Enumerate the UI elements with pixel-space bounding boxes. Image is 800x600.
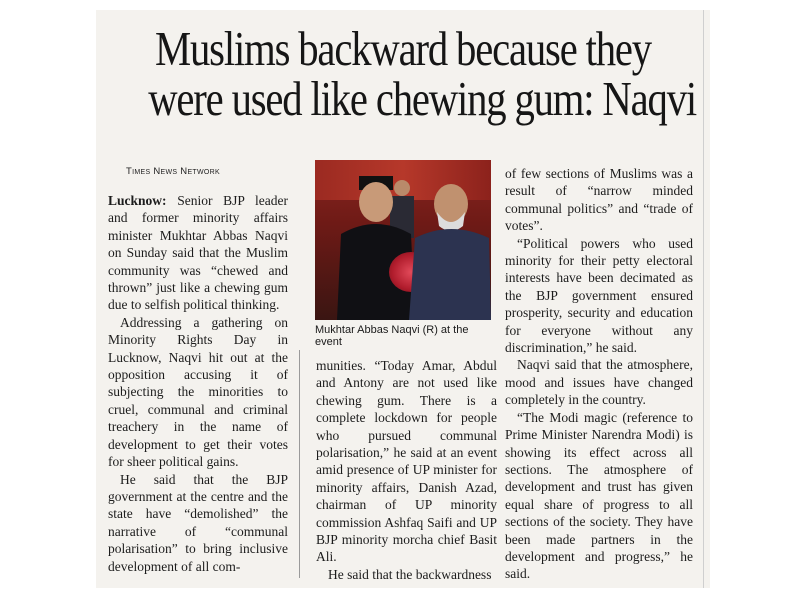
- newspaper-clipping: [96, 10, 710, 588]
- article-column-2: [316, 357, 497, 583]
- headline: [148, 21, 697, 126]
- paragraph: “Political powers who used minority for their petty electoral interests have been decimated as the BJP government ensured prosperity, security and education for everyone without any discrimination,” he said.: [505, 235, 693, 356]
- article-column-1: [108, 192, 288, 575]
- paragraph: of few sections of Muslims was a result of “narrow minded communal politics” and “trade of votes”.: [505, 166, 693, 234]
- paragraph: “The Modi magic (reference to Prime Minister Narendra Modi) is showing its effect across all sections. The atmosphere of development and trust has given equal share of progress to all sections of the society. They have been made partners in the development and progress,” he said.: [505, 409, 693, 582]
- column-divider: [299, 350, 300, 578]
- paragraph: [108, 192, 288, 314]
- paragraph: He said that the backwardness: [328, 566, 492, 582]
- news-photo-icon: [315, 160, 491, 320]
- paragraph: Addressing a gathering on Minority Rights Day in Lucknow, Naqvi hit out at the opposition accusing it of subjecting the minorities to cruel, communal and criminal treachery in the name of development to get their votes for sheer political gains.: [108, 314, 288, 470]
- paragraph: Naqvi said that the atmosphere, mood and issues have changed completely in the country.: [505, 357, 693, 408]
- headline-line-1: Muslims backward because they: [154, 21, 651, 76]
- photo-caption: Mukhtar Abbas Naqvi (R) at the event: [315, 324, 469, 348]
- paragraph: He said that the BJP government at the centre and the state have “demolished” the narrative of “communal polarisation” to bring inclusive development of all com-: [108, 471, 288, 574]
- paragraph: munities. “Today Amar, Abdul and Antony are not used like chewing gum. There is a complete lockdown for people who pursued communal polarisation,” he said at an event amid presence of UP minister for minority affairs, Danish Azad, chairman of UP minority commission Ashfaq Saifi and UP BJP minority morcha chief Basit Ali.: [316, 358, 497, 565]
- paragraph-text: Senior BJP leader and former minority affairs minister Mukhtar Abbas Naqvi on Sunday said that the Muslim community was “chewed and thrown” just like a chewing gum due to selfish political thinking.: [108, 193, 289, 313]
- headline-line-2: were used like chewing gum: Naqvi: [148, 71, 697, 126]
- dateline: Lucknow:: [108, 193, 167, 208]
- byline: Times News Network: [126, 166, 220, 177]
- person-left-icon: [337, 174, 415, 320]
- article-column-3: [505, 165, 693, 583]
- person-right-icon: [407, 178, 491, 320]
